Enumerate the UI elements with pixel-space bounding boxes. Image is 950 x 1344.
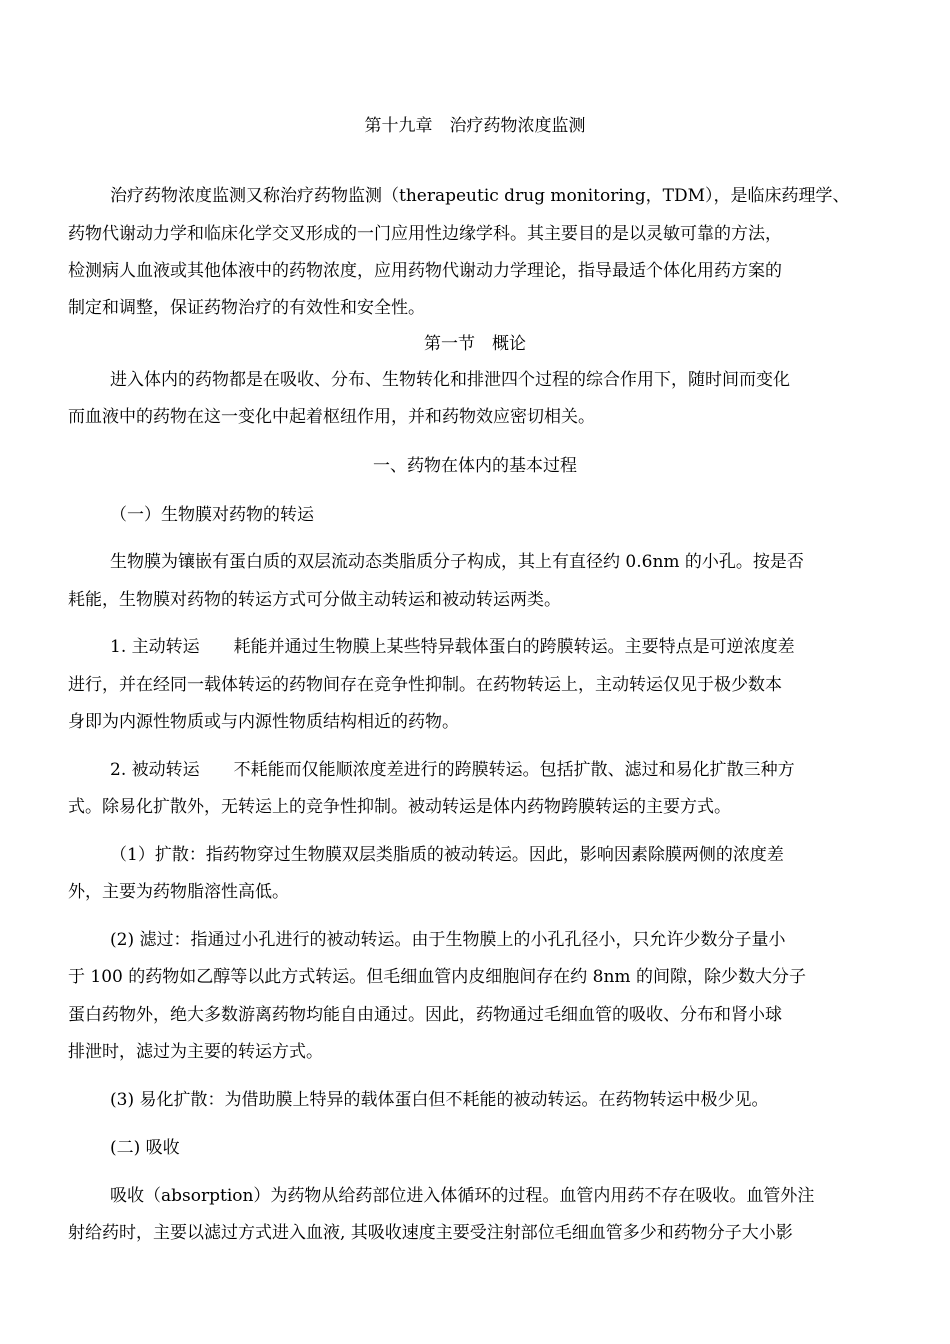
passive-transport-line-1: 2. 被动转运 不耗能而仅能顺浓度差进行的跨膜转运。包括扩散、滤过和易化扩散三种方 [110, 760, 795, 780]
section-intro-line-2: 而血液中的药物在这一变化中起着枢纽作用，并和药物效应密切相关。 [68, 407, 595, 427]
filtration-line-4: 排泄时，滤过为主要的转运方式。 [68, 1042, 323, 1062]
active-transport-line-1: 1. 主动转运 耗能并通过生物膜上某些特异载体蛋白的跨膜转运。主要特点是可逆浓度差 [110, 637, 795, 657]
active-transport-line-3: 身即为内源性物质或与内源性物质结构相近的药物。 [68, 712, 459, 732]
diffusion-line-1: （1）扩散：指药物穿过生物膜双层类脂质的被动转运。因此，影响因素除膜两侧的浓度差 [110, 845, 784, 865]
section-title: 第一节 概论 [424, 334, 526, 354]
passive-transport-line-2: 式。除易化扩散外，无转运上的竞争性抑制。被动转运是体内药物跨膜转运的主要方式。 [68, 797, 731, 817]
filtration-line-3: 蛋白药物外，绝大多数游离药物均能自由通过。因此，药物通过毛细血管的吸收、分布和肾小球 [68, 1005, 782, 1025]
item1-title: （一）生物膜对药物的转运 [110, 505, 314, 525]
absorption-line-2: 射给药时，主要以滤过方式进入血液, 其吸收速度主要受注射部位毛细血管多少和药物分子大小影 [68, 1223, 793, 1243]
filtration-line-1: (2) 滤过：指通过小孔进行的被动转运。由于生物膜上的小孔孔径小，只允许少数分子量小 [110, 930, 786, 950]
diffusion-line-2: 外，主要为药物脂溶性高低。 [68, 882, 289, 902]
intro-line-3: 检测病人血液或其他体液中的药物浓度，应用药物代谢动力学理论，指导最适个体化用药方案的 [68, 261, 782, 281]
chapter-title: 第十九章 治疗药物浓度监测 [364, 116, 586, 136]
item1-para-line-1: 生物膜为镶嵌有蛋白质的双层流动态类脂质分子构成，其上有直径约 0.6nm 的小孔。按是否 [110, 552, 804, 572]
active-transport-line-2: 进行，并在经同一载体转运的药物间存在竞争性抑制。在药物转运上，主动转运仅见于极少数本 [68, 675, 782, 695]
item2-title: (二) 吸收 [110, 1138, 180, 1158]
absorption-line-1: 吸收（absorption）为药物从给药部位进入体循环的过程。血管内用药不存在吸收。血管外注 [110, 1186, 815, 1206]
intro-line-4: 制定和调整，保证药物治疗的有效性和安全性。 [68, 298, 425, 318]
filtration-line-2: 于 100 的药物如乙醇等以此方式转运。但毛细血管内皮细胞间存在约 8nm 的间隙，除少数大分子 [68, 967, 806, 987]
facilitated-line-1: (3) 易化扩散：为借助膜上特异的载体蛋白但不耗能的被动转运。在药物转运中极少见。 [110, 1090, 769, 1110]
intro-line-1: 治疗药物浓度监测又称治疗药物监测（therapeutic drug monitoring，TDM），是临床药理学、 [110, 186, 850, 206]
section-intro-line-1: 进入体内的药物都是在吸收、分布、生物转化和排泄四个过程的综合作用下，随时间而变化 [110, 370, 790, 390]
subsection-title: 一、药物在体内的基本过程 [373, 456, 577, 476]
item1-para-line-2: 耗能，生物膜对药物的转运方式可分做主动转运和被动转运两类。 [68, 590, 561, 610]
intro-line-2: 药物代谢动力学和临床化学交叉形成的一门应用性边缘学科。其主要目的是以灵敏可靠的方法， [68, 224, 782, 244]
